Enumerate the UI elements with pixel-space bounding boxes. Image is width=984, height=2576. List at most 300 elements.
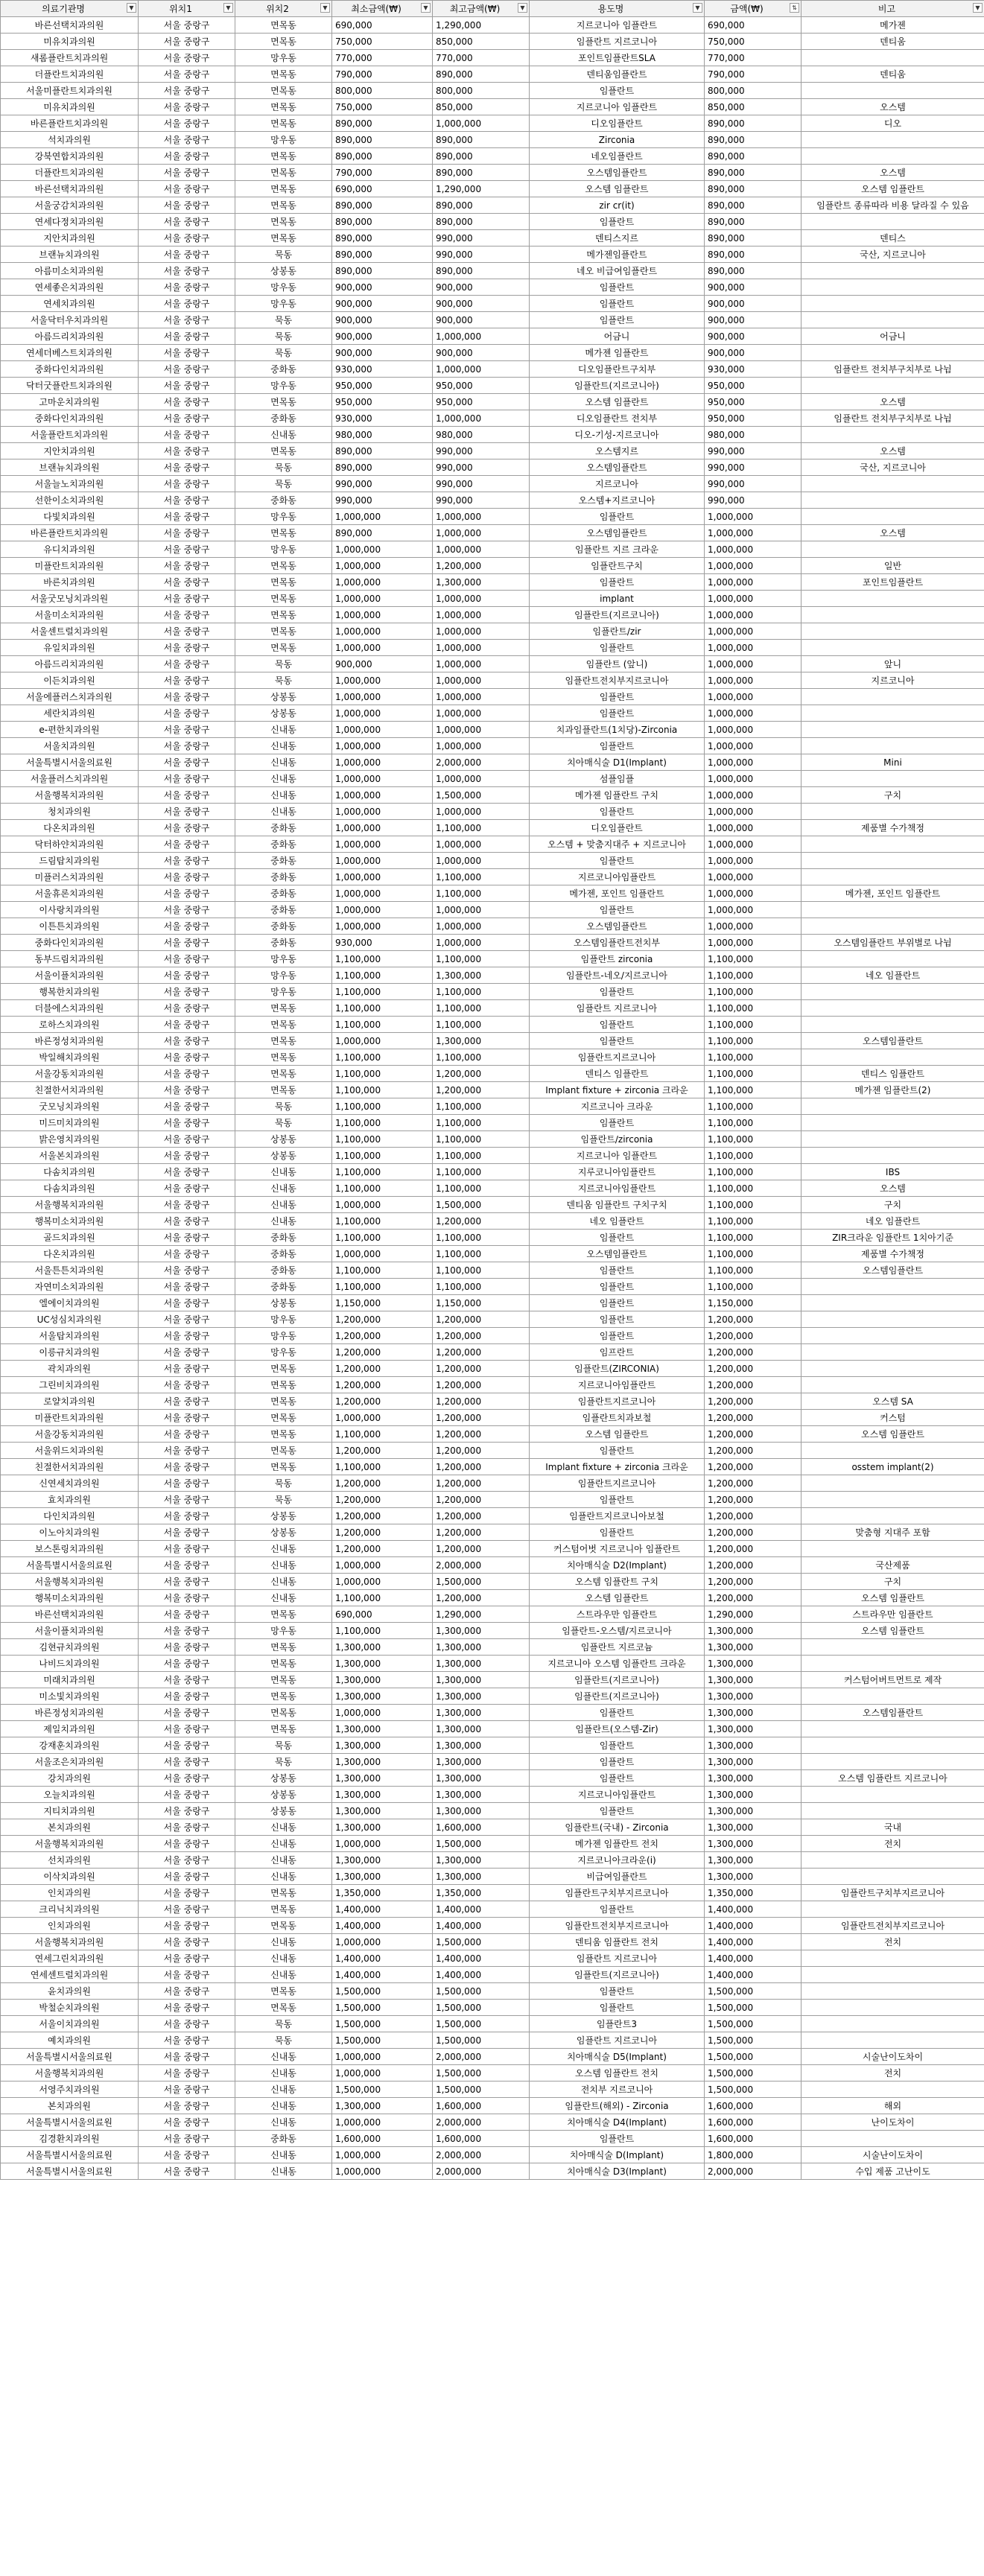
cell-location2[interactable]: 신내동	[235, 1819, 332, 1836]
cell-location1[interactable]: 서울 중랑구	[139, 1082, 235, 1098]
cell-min-price[interactable]: 1,100,000	[332, 1279, 433, 1295]
cell-min-price[interactable]: 1,000,000	[332, 541, 433, 558]
cell-location1[interactable]: 서울 중랑구	[139, 525, 235, 541]
cell-min-price[interactable]: 1,000,000	[332, 2114, 433, 2131]
cell-min-price[interactable]: 890,000	[332, 148, 433, 165]
cell-max-price[interactable]: 850,000	[433, 99, 530, 115]
cell-min-price[interactable]: 900,000	[332, 328, 433, 345]
cell-location1[interactable]: 서울 중랑구	[139, 591, 235, 607]
cell-price[interactable]: 1,500,000	[705, 2016, 802, 2032]
cell-usage[interactable]: 임플란트(ZIRCONIA)	[530, 1361, 705, 1377]
cell-min-price[interactable]: 930,000	[332, 361, 433, 378]
cell-price[interactable]: 1,000,000	[705, 541, 802, 558]
cell-location2[interactable]: 중화동	[235, 885, 332, 902]
cell-location2[interactable]: 신내동	[235, 2065, 332, 2082]
cell-institution[interactable]: 서울행복치과의원	[1, 1934, 139, 1950]
cell-max-price[interactable]: 1,000,000	[433, 804, 530, 820]
cell-location2[interactable]: 중화동	[235, 869, 332, 885]
cell-institution[interactable]: 서울튼튼치과의원	[1, 1262, 139, 1279]
cell-usage[interactable]: 임플란트(지르코니아)	[530, 1688, 705, 1705]
cell-price[interactable]: 1,300,000	[705, 1803, 802, 1819]
cell-max-price[interactable]: 990,000	[433, 492, 530, 509]
cell-location2[interactable]: 묵동	[235, 1492, 332, 1508]
cell-min-price[interactable]: 1,400,000	[332, 1967, 433, 1983]
cell-location1[interactable]: 서울 중랑구	[139, 1311, 235, 1328]
cell-min-price[interactable]: 1,100,000	[332, 1459, 433, 1475]
cell-max-price[interactable]: 950,000	[433, 394, 530, 410]
cell-usage[interactable]: 임플란트전치부지르코니아	[530, 672, 705, 689]
cell-location1[interactable]: 서울 중랑구	[139, 2032, 235, 2049]
cell-remarks[interactable]: 메가젠, 포인트 임플란트	[802, 885, 984, 902]
cell-usage[interactable]: 메가젠, 포인트 임플란트	[530, 885, 705, 902]
cell-min-price[interactable]: 1,000,000	[332, 640, 433, 656]
cell-location1[interactable]: 서울 중랑구	[139, 935, 235, 951]
cell-max-price[interactable]: 1,100,000	[433, 885, 530, 902]
cell-price[interactable]: 900,000	[705, 345, 802, 361]
cell-max-price[interactable]: 1,000,000	[433, 410, 530, 427]
cell-min-price[interactable]: 1,000,000	[332, 2147, 433, 2163]
cell-location2[interactable]: 신내동	[235, 2114, 332, 2131]
cell-location1[interactable]: 서울 중랑구	[139, 754, 235, 771]
cell-institution[interactable]: 오늘치과의원	[1, 1787, 139, 1803]
cell-price[interactable]: 890,000	[705, 263, 802, 279]
cell-min-price[interactable]: 1,100,000	[332, 1164, 433, 1180]
cell-location1[interactable]: 서울 중랑구	[139, 1524, 235, 1541]
cell-institution[interactable]: 중화다인치과의원	[1, 935, 139, 951]
cell-usage[interactable]: 오스템임플란트	[530, 459, 705, 476]
cell-location2[interactable]: 면목동	[235, 1377, 332, 1393]
cell-location2[interactable]: 망우동	[235, 1344, 332, 1361]
cell-location1[interactable]: 서울 중랑구	[139, 17, 235, 34]
cell-location1[interactable]: 서울 중랑구	[139, 1754, 235, 1770]
cell-location2[interactable]: 상봉동	[235, 1524, 332, 1541]
cell-location1[interactable]: 서울 중랑구	[139, 443, 235, 459]
cell-location2[interactable]: 묵동	[235, 2032, 332, 2049]
cell-location1[interactable]: 서울 중랑구	[139, 1918, 235, 1934]
cell-remarks[interactable]: 전치	[802, 1934, 984, 1950]
cell-institution[interactable]: 서울에플러스치과의원	[1, 689, 139, 705]
cell-max-price[interactable]: 900,000	[433, 345, 530, 361]
cell-location1[interactable]: 서울 중랑구	[139, 984, 235, 1000]
cell-price[interactable]: 1,200,000	[705, 1492, 802, 1508]
cell-price[interactable]: 1,100,000	[705, 1033, 802, 1049]
cell-remarks[interactable]	[802, 1639, 984, 1656]
cell-min-price[interactable]: 930,000	[332, 410, 433, 427]
cell-location1[interactable]: 서울 중랑구	[139, 328, 235, 345]
cell-location2[interactable]: 중화동	[235, 410, 332, 427]
cell-location2[interactable]: 신내동	[235, 1934, 332, 1950]
cell-usage[interactable]: 임플란트	[530, 1311, 705, 1328]
cell-min-price[interactable]: 1,000,000	[332, 722, 433, 738]
cell-remarks[interactable]	[802, 1737, 984, 1754]
cell-location2[interactable]: 신내동	[235, 1590, 332, 1606]
cell-min-price[interactable]: 1,100,000	[332, 1213, 433, 1230]
cell-remarks[interactable]: 임플란트 종류따라 비용 달라질 수 있음	[802, 197, 984, 214]
cell-usage[interactable]: 지르코니아 임플란트	[530, 1148, 705, 1164]
cell-institution[interactable]: 서울이플치과의원	[1, 967, 139, 984]
cell-remarks[interactable]	[802, 1017, 984, 1033]
cell-location2[interactable]: 면목동	[235, 1082, 332, 1098]
cell-usage[interactable]: 덴티움임플란트	[530, 66, 705, 83]
cell-usage[interactable]: 지르코니아크라운(i)	[530, 1852, 705, 1869]
cell-location1[interactable]: 서울 중랑구	[139, 132, 235, 148]
cell-min-price[interactable]: 1,100,000	[332, 1180, 433, 1197]
cell-min-price[interactable]: 1,000,000	[332, 771, 433, 787]
cell-usage[interactable]: 오스템지르	[530, 443, 705, 459]
cell-max-price[interactable]: 900,000	[433, 296, 530, 312]
cell-usage[interactable]: 임플란트	[530, 804, 705, 820]
cell-remarks[interactable]: 오스템임플란트	[802, 1262, 984, 1279]
cell-location2[interactable]: 망우동	[235, 984, 332, 1000]
cell-location1[interactable]: 서울 중랑구	[139, 230, 235, 247]
cell-institution[interactable]: 선한이소치과의원	[1, 492, 139, 509]
cell-price[interactable]: 1,100,000	[705, 1213, 802, 1230]
cell-remarks[interactable]: 임플란트구치부지르코니아	[802, 1885, 984, 1901]
cell-max-price[interactable]: 1,300,000	[433, 1721, 530, 1737]
cell-location1[interactable]: 서울 중랑구	[139, 1492, 235, 1508]
cell-min-price[interactable]: 950,000	[332, 378, 433, 394]
cell-location1[interactable]: 서울 중랑구	[139, 509, 235, 525]
cell-usage[interactable]: 덴티움 임플란트 전치	[530, 1934, 705, 1950]
cell-price[interactable]: 1,300,000	[705, 1869, 802, 1885]
cell-location2[interactable]: 중화동	[235, 918, 332, 935]
cell-min-price[interactable]: 1,000,000	[332, 509, 433, 525]
cell-institution[interactable]: 미유치과의원	[1, 34, 139, 50]
cell-remarks[interactable]	[802, 2000, 984, 2016]
cell-usage[interactable]: 전치부 지르코니아	[530, 2082, 705, 2098]
cell-remarks[interactable]	[802, 1869, 984, 1885]
cell-location2[interactable]: 망우동	[235, 296, 332, 312]
filter-dropdown-icon[interactable]: ▼	[421, 3, 431, 13]
cell-remarks[interactable]: 구치	[802, 1574, 984, 1590]
cell-min-price[interactable]: 1,500,000	[332, 2000, 433, 2016]
cell-max-price[interactable]: 1,600,000	[433, 2131, 530, 2147]
cell-min-price[interactable]: 1,300,000	[332, 2098, 433, 2114]
cell-price[interactable]: 1,000,000	[705, 640, 802, 656]
cell-min-price[interactable]: 1,100,000	[332, 1426, 433, 1443]
cell-min-price[interactable]: 1,000,000	[332, 705, 433, 722]
cell-usage[interactable]: 지르코니아 오스템 임플란트 크라운	[530, 1656, 705, 1672]
cell-price[interactable]: 1,100,000	[705, 1049, 802, 1066]
cell-max-price[interactable]: 1,000,000	[433, 361, 530, 378]
cell-institution[interactable]: 서울특별시서울의료원	[1, 2114, 139, 2131]
cell-price[interactable]: 1,500,000	[705, 2082, 802, 2098]
cell-min-price[interactable]: 900,000	[332, 656, 433, 672]
cell-institution[interactable]: 친절한서치과의원	[1, 1082, 139, 1098]
cell-usage[interactable]: 임플란트	[530, 853, 705, 869]
cell-institution[interactable]: 아름드리치과의원	[1, 328, 139, 345]
cell-remarks[interactable]	[802, 1279, 984, 1295]
cell-location1[interactable]: 서울 중랑구	[139, 787, 235, 804]
cell-institution[interactable]: UC성심치과의원	[1, 1311, 139, 1328]
cell-location2[interactable]: 묵동	[235, 312, 332, 328]
cell-usage[interactable]: 섬플임플	[530, 771, 705, 787]
cell-remarks[interactable]	[802, 1000, 984, 1017]
cell-location1[interactable]: 서울 중랑구	[139, 296, 235, 312]
cell-remarks[interactable]	[802, 722, 984, 738]
cell-institution[interactable]: 서울본치과의원	[1, 1148, 139, 1164]
cell-price[interactable]: 850,000	[705, 99, 802, 115]
cell-usage[interactable]: 임플란트	[530, 2000, 705, 2016]
cell-max-price[interactable]: 1,500,000	[433, 1574, 530, 1590]
cell-location1[interactable]: 서울 중랑구	[139, 574, 235, 591]
cell-location1[interactable]: 서울 중랑구	[139, 427, 235, 443]
cell-location1[interactable]: 서울 중랑구	[139, 967, 235, 984]
cell-remarks[interactable]: 임플란트 전치부구치부로 나뉨	[802, 361, 984, 378]
cell-min-price[interactable]: 1,000,000	[332, 885, 433, 902]
cell-location1[interactable]: 서울 중랑구	[139, 1443, 235, 1459]
cell-remarks[interactable]: 스트라우만 임플란트	[802, 1606, 984, 1623]
cell-price[interactable]: 1,600,000	[705, 2114, 802, 2131]
cell-location1[interactable]: 서울 중랑구	[139, 1590, 235, 1606]
cell-remarks[interactable]: 메가젠	[802, 17, 984, 34]
cell-remarks[interactable]	[802, 1950, 984, 1967]
cell-usage[interactable]: 임플란트 지르코니아	[530, 2032, 705, 2049]
cell-price[interactable]: 1,000,000	[705, 509, 802, 525]
cell-usage[interactable]: zir cr(it)	[530, 197, 705, 214]
cell-institution[interactable]: 서울특별시서울의료원	[1, 1557, 139, 1574]
cell-max-price[interactable]: 1,000,000	[433, 853, 530, 869]
cell-remarks[interactable]	[802, 2082, 984, 2098]
cell-remarks[interactable]: 덴티움	[802, 66, 984, 83]
cell-institution[interactable]: 미드미치과의원	[1, 1115, 139, 1131]
cell-min-price[interactable]: 1,500,000	[332, 2082, 433, 2098]
cell-remarks[interactable]	[802, 1852, 984, 1869]
cell-price[interactable]: 1,200,000	[705, 1475, 802, 1492]
cell-institution[interactable]: 다온치과의원	[1, 820, 139, 836]
cell-min-price[interactable]: 1,200,000	[332, 1492, 433, 1508]
cell-max-price[interactable]: 890,000	[433, 197, 530, 214]
cell-usage[interactable]: 오스템 임플란트 구치	[530, 1574, 705, 1590]
cell-remarks[interactable]: Mini	[802, 754, 984, 771]
cell-institution[interactable]: 유일치과의원	[1, 640, 139, 656]
cell-location1[interactable]: 서울 중랑구	[139, 1901, 235, 1918]
cell-max-price[interactable]: 1,400,000	[433, 1918, 530, 1934]
cell-max-price[interactable]: 1,200,000	[433, 558, 530, 574]
cell-price[interactable]: 690,000	[705, 17, 802, 34]
cell-location1[interactable]: 서울 중랑구	[139, 1574, 235, 1590]
cell-min-price[interactable]: 890,000	[332, 230, 433, 247]
cell-price[interactable]: 1,000,000	[705, 885, 802, 902]
cell-institution[interactable]: 서울행복치과의원	[1, 1197, 139, 1213]
cell-max-price[interactable]: 1,200,000	[433, 1328, 530, 1344]
cell-remarks[interactable]: 포인트임플란트	[802, 574, 984, 591]
cell-remarks[interactable]: ZIR크라운 임플란트 1치아기준	[802, 1230, 984, 1246]
cell-max-price[interactable]: 890,000	[433, 148, 530, 165]
cell-location2[interactable]: 신내동	[235, 2163, 332, 2180]
cell-usage[interactable]: 오스템임플란트	[530, 1246, 705, 1262]
cell-min-price[interactable]: 1,000,000	[332, 1557, 433, 1574]
cell-institution[interactable]: 강재훈치과의원	[1, 1737, 139, 1754]
cell-remarks[interactable]	[802, 132, 984, 148]
cell-price[interactable]: 1,350,000	[705, 1885, 802, 1901]
cell-institution[interactable]: 서울특별시서울의료원	[1, 2163, 139, 2180]
cell-location1[interactable]: 서울 중랑구	[139, 558, 235, 574]
cell-location2[interactable]: 신내동	[235, 1967, 332, 1983]
cell-usage[interactable]: 어금니	[530, 328, 705, 345]
cell-location1[interactable]: 서울 중랑구	[139, 689, 235, 705]
cell-institution[interactable]: 인치과의원	[1, 1885, 139, 1901]
cell-location1[interactable]: 서울 중랑구	[139, 2098, 235, 2114]
cell-location2[interactable]: 면목동	[235, 17, 332, 34]
cell-remarks[interactable]	[802, 1328, 984, 1344]
cell-location2[interactable]: 면목동	[235, 1410, 332, 1426]
cell-usage[interactable]: Implant fixture + zirconia 크라운	[530, 1459, 705, 1475]
cell-remarks[interactable]	[802, 1803, 984, 1819]
cell-location1[interactable]: 서울 중랑구	[139, 885, 235, 902]
cell-remarks[interactable]	[802, 1311, 984, 1328]
cell-price[interactable]: 950,000	[705, 394, 802, 410]
cell-remarks[interactable]: 오스템	[802, 525, 984, 541]
cell-location1[interactable]: 서울 중랑구	[139, 1066, 235, 1082]
cell-max-price[interactable]: 1,300,000	[433, 1656, 530, 1672]
cell-location2[interactable]: 면목동	[235, 181, 332, 197]
cell-remarks[interactable]: 맞춤형 지대주 포함	[802, 1524, 984, 1541]
cell-location2[interactable]: 묵동	[235, 1754, 332, 1770]
cell-max-price[interactable]: 1,400,000	[433, 1950, 530, 1967]
cell-price[interactable]: 1,200,000	[705, 1524, 802, 1541]
cell-remarks[interactable]	[802, 263, 984, 279]
cell-price[interactable]: 1,100,000	[705, 1115, 802, 1131]
cell-institution[interactable]: 닥터굿플란트치과의원	[1, 378, 139, 394]
cell-price[interactable]: 1,100,000	[705, 1131, 802, 1148]
cell-remarks[interactable]: 오스템 임플란트	[802, 181, 984, 197]
cell-institution[interactable]: 바른선택치과의원	[1, 1606, 139, 1623]
cell-location2[interactable]: 묵동	[235, 247, 332, 263]
cell-usage[interactable]: 디오임플란트	[530, 115, 705, 132]
cell-location1[interactable]: 서울 중랑구	[139, 1000, 235, 1017]
cell-max-price[interactable]: 1,000,000	[433, 738, 530, 754]
cell-location2[interactable]: 중화동	[235, 492, 332, 509]
cell-remarks[interactable]: 어금니	[802, 328, 984, 345]
cell-institution[interactable]: 박일해치과의원	[1, 1049, 139, 1066]
cell-price[interactable]: 1,300,000	[705, 1639, 802, 1656]
cell-usage[interactable]: 임플란트(지르코니아)	[530, 378, 705, 394]
cell-remarks[interactable]	[802, 312, 984, 328]
cell-price[interactable]: 1,000,000	[705, 853, 802, 869]
cell-institution[interactable]: 김현규치과의원	[1, 1639, 139, 1656]
cell-location1[interactable]: 서울 중랑구	[139, 115, 235, 132]
cell-location1[interactable]: 서울 중랑구	[139, 1852, 235, 1869]
cell-location2[interactable]: 면목동	[235, 525, 332, 541]
cell-price[interactable]: 1,100,000	[705, 1017, 802, 1033]
cell-min-price[interactable]: 1,300,000	[332, 1819, 433, 1836]
cell-institution[interactable]: 그린비치과의원	[1, 1377, 139, 1393]
cell-max-price[interactable]: 1,000,000	[433, 935, 530, 951]
cell-usage[interactable]: 치아매식술 D4(Implant)	[530, 2114, 705, 2131]
cell-max-price[interactable]: 900,000	[433, 279, 530, 296]
cell-remarks[interactable]	[802, 918, 984, 935]
cell-institution[interactable]: 중화다인치과의원	[1, 361, 139, 378]
cell-location2[interactable]: 신내동	[235, 771, 332, 787]
cell-location2[interactable]: 면목동	[235, 1361, 332, 1377]
cell-usage[interactable]: 임플란트	[530, 1492, 705, 1508]
cell-price[interactable]: 1,000,000	[705, 787, 802, 804]
cell-max-price[interactable]: 1,300,000	[433, 1705, 530, 1721]
cell-usage[interactable]: 임플란트	[530, 1524, 705, 1541]
cell-usage[interactable]: 치아매식술 D2(Implant)	[530, 1557, 705, 1574]
cell-institution[interactable]: 서울행복치과의원	[1, 787, 139, 804]
cell-location1[interactable]: 서울 중랑구	[139, 1246, 235, 1262]
cell-usage[interactable]: 임플란트전치부지르코니아	[530, 1918, 705, 1934]
cell-usage[interactable]: 임플란트 zirconia	[530, 951, 705, 967]
cell-max-price[interactable]: 1,290,000	[433, 181, 530, 197]
cell-max-price[interactable]: 1,000,000	[433, 640, 530, 656]
cell-remarks[interactable]: 구치	[802, 1197, 984, 1213]
cell-max-price[interactable]: 1,200,000	[433, 1590, 530, 1606]
cell-institution[interactable]: e-편한치과의원	[1, 722, 139, 738]
cell-min-price[interactable]: 1,500,000	[332, 1983, 433, 2000]
cell-usage[interactable]: 임플란트	[530, 1295, 705, 1311]
cell-min-price[interactable]: 1,200,000	[332, 1311, 433, 1328]
cell-usage[interactable]: 임플란트	[530, 738, 705, 754]
cell-max-price[interactable]: 1,400,000	[433, 1967, 530, 1983]
cell-price[interactable]: 1,000,000	[705, 771, 802, 787]
cell-remarks[interactable]: 제품별 수가책정	[802, 1246, 984, 1262]
cell-price[interactable]: 990,000	[705, 476, 802, 492]
cell-institution[interactable]: 강치과의원	[1, 1770, 139, 1787]
cell-min-price[interactable]: 1,200,000	[332, 1508, 433, 1524]
cell-remarks[interactable]	[802, 1688, 984, 1705]
cell-location1[interactable]: 서울 중랑구	[139, 1639, 235, 1656]
cell-usage[interactable]: 디오임플란트구치부	[530, 361, 705, 378]
cell-min-price[interactable]: 1,300,000	[332, 1754, 433, 1770]
cell-location1[interactable]: 서울 중랑구	[139, 99, 235, 115]
cell-location1[interactable]: 서울 중랑구	[139, 1230, 235, 1246]
cell-location2[interactable]: 면목동	[235, 1017, 332, 1033]
cell-location1[interactable]: 서울 중랑구	[139, 656, 235, 672]
cell-max-price[interactable]: 1,200,000	[433, 1492, 530, 1508]
cell-institution[interactable]: 친절한서치과의원	[1, 1459, 139, 1475]
cell-remarks[interactable]	[802, 804, 984, 820]
cell-institution[interactable]: 이사랑치과의원	[1, 902, 139, 918]
cell-location1[interactable]: 서울 중랑구	[139, 1787, 235, 1803]
cell-max-price[interactable]: 1,100,000	[433, 1049, 530, 1066]
cell-location2[interactable]: 상봉동	[235, 1787, 332, 1803]
cell-institution[interactable]: 연세치과의원	[1, 296, 139, 312]
cell-price[interactable]: 1,000,000	[705, 656, 802, 672]
cell-price[interactable]: 1,200,000	[705, 1361, 802, 1377]
cell-min-price[interactable]: 900,000	[332, 345, 433, 361]
cell-remarks[interactable]: 덴티움	[802, 34, 984, 50]
cell-remarks[interactable]: 국내	[802, 1819, 984, 1836]
cell-remarks[interactable]: 메가젠 임플란트(2)	[802, 1082, 984, 1098]
cell-min-price[interactable]: 1,300,000	[332, 1656, 433, 1672]
cell-location1[interactable]: 서울 중랑구	[139, 165, 235, 181]
cell-usage[interactable]: 임플란트구치부지르코니아	[530, 1885, 705, 1901]
cell-price[interactable]: 990,000	[705, 459, 802, 476]
cell-location2[interactable]: 망우동	[235, 1623, 332, 1639]
cell-location2[interactable]: 면목동	[235, 1606, 332, 1623]
cell-location1[interactable]: 서울 중랑구	[139, 1262, 235, 1279]
cell-institution[interactable]: 드림탑치과의원	[1, 853, 139, 869]
cell-institution[interactable]: 유디치과의원	[1, 541, 139, 558]
cell-min-price[interactable]: 1,100,000	[332, 1098, 433, 1115]
cell-min-price[interactable]: 1,100,000	[332, 1049, 433, 1066]
cell-price[interactable]: 1,200,000	[705, 1590, 802, 1606]
cell-price[interactable]: 1,100,000	[705, 1279, 802, 1295]
cell-min-price[interactable]: 890,000	[332, 197, 433, 214]
cell-max-price[interactable]: 1,500,000	[433, 2082, 530, 2098]
cell-usage[interactable]: 임플란트(오스템-Zir)	[530, 1721, 705, 1737]
cell-remarks[interactable]	[802, 148, 984, 165]
cell-location1[interactable]: 서울 중랑구	[139, 1623, 235, 1639]
cell-location1[interactable]: 서울 중랑구	[139, 1656, 235, 1672]
cell-usage[interactable]: 임플란트	[530, 1262, 705, 1279]
cell-min-price[interactable]: 1,200,000	[332, 1541, 433, 1557]
cell-institution[interactable]: 본치과의원	[1, 2098, 139, 2114]
cell-location1[interactable]: 서울 중랑구	[139, 853, 235, 869]
